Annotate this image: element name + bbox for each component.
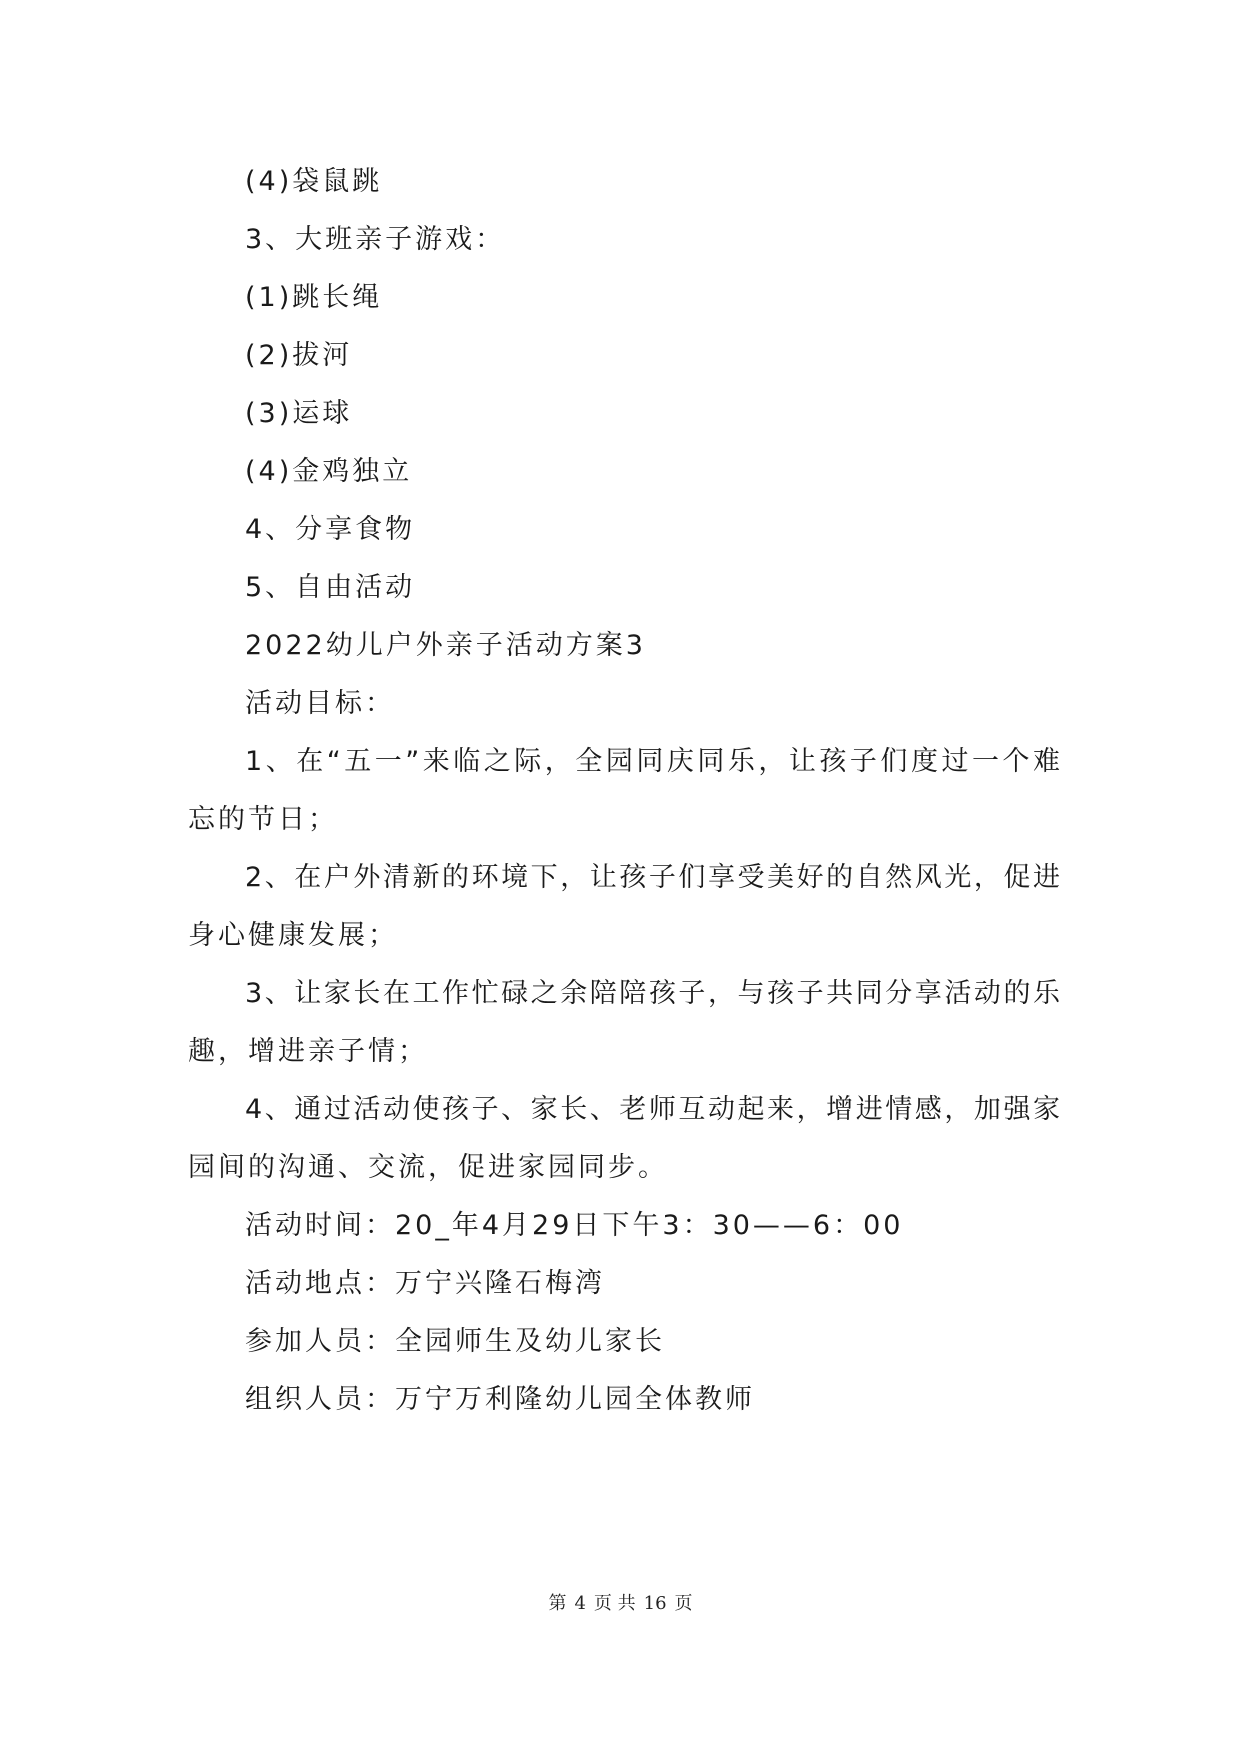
list-item-ball-carry: (3)运球 <box>245 398 353 429</box>
participants: 参加人员：全园师生及幼儿家长 <box>245 1326 665 1357</box>
goal-3-line-2: 趣，增进亲子情； <box>188 1036 428 1067</box>
footer-mid: 页 共 <box>593 1593 636 1614</box>
plan-title: 2022幼儿户外亲子活动方案3 <box>245 630 646 661</box>
activity-time: 活动时间：20_年4月29日下午3：30——6：00 <box>245 1210 904 1241</box>
list-item-one-leg-stand: (4)金鸡独立 <box>245 456 413 487</box>
organizers: 组织人员：万宁万利隆幼儿园全体教师 <box>245 1384 755 1415</box>
section-heading-free-activity: 5、自由活动 <box>245 572 416 603</box>
goal-1-line-2: 忘的节日； <box>188 804 338 835</box>
goal-4-line-1: 4、通过活动使孩子、家长、老师互动起来，增进情感，加强家 <box>245 1094 1060 1125</box>
list-item-tug-of-war: (2)拔河 <box>245 340 353 371</box>
page-footer <box>0 1591 1241 1617</box>
goal-4-line-2: 园间的沟通、交流，促进家园同步。 <box>188 1152 668 1183</box>
activity-location: 活动地点：万宁兴隆石梅湾 <box>245 1268 605 1299</box>
list-item-long-rope: (1)跳长绳 <box>245 282 383 313</box>
list-item-kangaroo-jump: (4)袋鼠跳 <box>245 166 383 197</box>
footer-suffix: 页 <box>674 1593 693 1614</box>
goals-heading: 活动目标： <box>245 688 395 719</box>
footer-total-pages: 16 <box>643 1593 667 1614</box>
goal-2-line-1: 2、在户外清新的环境下，让孩子们享受美好的自然风光，促进 <box>245 862 1060 893</box>
goal-3-line-1: 3、让家长在工作忙碌之余陪陪孩子，与孩子共同分享活动的乐 <box>245 978 1060 1009</box>
footer-page-number: 4 <box>574 1593 586 1614</box>
section-heading-senior-games: 3、大班亲子游戏： <box>245 224 506 255</box>
footer-prefix: 第 <box>548 1593 567 1614</box>
section-heading-share-food: 4、分享食物 <box>245 514 416 545</box>
goal-1-line-1: 1、在“五一”来临之际，全园同庆同乐，让孩子们度过一个难 <box>245 746 1060 777</box>
goal-2-line-2: 身心健康发展； <box>188 920 398 951</box>
